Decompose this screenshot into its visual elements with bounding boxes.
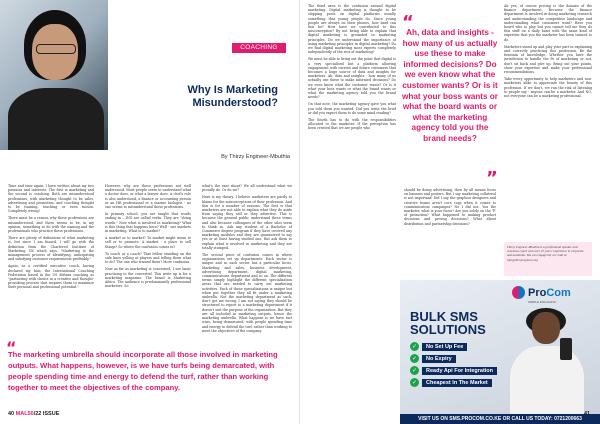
paragraph: However, why are these professions not well understood. Most people seem to understand what a doctor does, or what a lawyer does. A chef's role is also understood, a finance or accounting person or an HR professional or a marine biologist - no one seems to misunderstand these professions.: [105, 184, 191, 210]
pull-quote-right: Ah, data and insights - how many of us actually use these to make informed decisions? Do we even know what the customer wants? Or is it what your boss wants or what the board wants or what the marketing agency told you the brand needs?: [402, 28, 498, 143]
person-head: [532, 312, 560, 344]
section-tag: COACHING: [232, 43, 286, 53]
ad-feature-list: [410, 342, 497, 390]
article-title: Why Is Marketing Misunderstood?: [187, 84, 278, 109]
ad-contact-footer: VISIT US ON SMS.PROCOM.CO.KE OR CALL US TODAY: 0721200663: [400, 414, 600, 424]
list-item: [410, 378, 497, 387]
procom-logo: [528, 287, 571, 299]
left-column-1: [8, 184, 94, 344]
right-column-2: [404, 188, 496, 278]
logo-tagline: SIMPLE ENGAGING: [528, 300, 557, 304]
paragraph: There are plenty of definitions of what marketing is, but since I am biased, I will go with the definition from the Chartered Institute of Marketing UK which says, "Marketing is the management process of identifying, anticipating and satisfying customer requirements profitably.": [8, 236, 94, 262]
left-column-2: [105, 184, 191, 344]
author-bio: Thirzy Engineer-Mbuthia is a professional speaker and executive coach with over 25 years' experience in corporate and academia. You can engage her on: mail at info@thirzyengineer.org: [504, 242, 592, 276]
paragraph: Take every opportunity to help marketers and non-marketers alike to appreciate the beauty of this profession. If we don't, we run the risk of listening to people say - anyone can be a marketer. And NO, not everyone can be a marketing professional.: [504, 77, 592, 99]
page-number-right: 41: [584, 411, 591, 417]
ad-person-image: [504, 308, 590, 424]
check-icon: ✓: [411, 367, 418, 374]
author-body: [8, 88, 104, 150]
logo-com: Com: [546, 287, 571, 299]
paragraph: Now as far as marketing is concerned, I see basic practising to the converted. This write up is for a marketing magazine. The brand is Marketing Africa. The audience is predominantly professional marketers. So: [105, 267, 191, 289]
paragraph: Here is my theory. I believe marketers are partly to blame for the misconceptions of their profession. And this is for a number of reasons. The first is that marketers are not able to explain what they do aside from saying they sell or they advertise. This is because the general public understand these terms and also because colleagues of the other silos seem to think so. Ask any student of a Bachelor of Commerce degree program if they have covered any marketing modules and they are guaranteed to say yes or at least having studied one. But ask them to explain what is involved in marketing and they are totally stumped.: [202, 195, 292, 250]
phone-icon: [560, 338, 572, 360]
open-quote-icon: “: [402, 12, 414, 33]
paragraph: Time and time again, I have written about my two passions and interests. The first is marketing and the second is coaching. Both are misunderstood professions, with marketing thought to be sales, advertising and promotion, and coaching thought to be training, teaching or even tuition. Completely wrong!: [8, 184, 94, 214]
right-column-1: [308, 4, 396, 404]
paragraph: Marketers stand up and play your part in explaining and correctly practicing this profession. Be the fountain of knowledge. Whether you have the jurisdiction to handle the Ps of marketing or not, don't sit back and give up. Bring out your points, show your expertise and make your professional recommendations.: [504, 44, 592, 75]
list-item: [410, 342, 497, 351]
paragraph: Again, as a certified executive coach, having declared my bias, the International Coaching Federation based in the US defines coaching as "partnering with clients in a creative and thought-provoking process that inspires them to maximize their personal and professional potential.": [8, 264, 94, 290]
paragraph: A market or to market? To market might mean to sell or to promote. A market - a place to sell things? So where the confusion comes in?: [105, 236, 191, 249]
author-photo: [0, 0, 108, 150]
paragraph: Ah yes, of course pricing is the domain of the finance department. Because the finance department is involved in doing marketing research and understanding the competitive landscape and understanding what customers want? Have you heard who to play but you cannot tell me they do this stuff on a daily basis with the same kind of expertise that you the marketer has been trained to do.: [504, 4, 592, 42]
list-item: [410, 366, 497, 375]
procom-advert: [400, 280, 600, 424]
check-icon: ✓: [411, 379, 418, 386]
paragraph: should be doing advertising, then by all means focus on banners and posters. But I say marketing collateral is not important! Did I say the graphics designers and creative teams aren't core cogs when it comes to communication campaigns? No I did not. You the marketer, what is your focus? Are you solely on the 'P' of promotion? What happened to making product decisions and pricing decisions? What about distribution and partnership decisions?: [404, 188, 496, 226]
paragraph: The fourth has to do with the responsibilities allocated to the marketer. If the perception has been created that we are people who: [308, 118, 396, 131]
logo-pro: Pro: [528, 287, 547, 299]
left-footer: [8, 411, 59, 417]
issue-suffix: /22 ISSUE: [33, 411, 60, 417]
paragraph: On that note, the marketing agency gave you what you told them you wanted. Did you write the brief or did you expect them to do some mind reading?: [308, 102, 396, 115]
open-quote-icon: “: [6, 338, 17, 357]
check-icon: ✓: [411, 355, 418, 362]
paragraph: The second piece of confusion comes in where organizations set up departments. Each sector is unique and so each sector has a particular focus. Marketing and sales, business development, advertising department, digital marketing, communications department and so on. The different terms simply highlight the different specialization areas that are needed to carry out marketing activities. Each of these specializations is unique but when put together they all fit under a marketing umbrella. Not the marketing department as such, don't get me wrong, I am not saying they should be structured to report to a marketing department if it doesn't suit the purpose of the organization. But they are all included in marketing outputs, hence the marketing umbrella. What happens is we have turf wars, being demarcated, with people spending time and energy to defend the turf, rather than working to meet the objectives of the company.: [202, 253, 292, 333]
ad-headline: [410, 310, 486, 336]
ad-headline-line-1: BULK SMS: [410, 309, 478, 324]
pull-quote-left: The marketing umbrella should incorporate all those involved in marketing outputs. What happens, however, is we have turfs being demarcated, with people spending time and energy to defend the turf, rather than working together to meet the objectives of the company.: [8, 350, 278, 392]
feature-label: No Set Up Fee: [422, 343, 467, 351]
paragraph: There must be a reason why these professions are misunderstood, and there seems to be, in my opinion, something to do with the naming and the professionals who practice these professions.: [8, 216, 94, 234]
close-quote-icon: ”: [486, 168, 498, 189]
feature-label: No Expiry: [422, 355, 456, 363]
paragraph: what's the rant about? We all understand what we proudly do. Or do we?: [202, 184, 292, 193]
person-torso: [510, 346, 584, 424]
check-icon: ✓: [411, 343, 418, 350]
page-number-left: 40: [8, 411, 15, 417]
feature-label: Cheapest In The Market: [422, 379, 492, 387]
paragraph: The third area is the confusion around digital marketing. Digital marketing is thought to be slapping posts on digital platforms usually something that young people do. Since young people are always on their phones, how hard can this be? How have we contributed to this misconception? By not being able to explain that digital marketing is grounded in marketing principles. Do we understand the importance of using marketing principles in digital marketing? Do we find digital marketing most experts completely independently of the rest of marketing?: [308, 4, 396, 55]
paragraph: To coach or a coach? That fellow standing on the side lines yelling at players and telling them what to do? The one who trained them? More confusion.: [105, 251, 191, 265]
paragraph: We must be able to bring out the point that digital is a very specialised but a platform allowing engagement with current and future customers that becomes a huge source of data and insights for marketers. Ah, data and insights - how many of us actually use these to make informed decisions? Do we even know what the customer wants? Or is it what your boss wants or what the brand wants or what the marketing agency told you the brand needs?: [308, 57, 396, 100]
feature-label: Ready Api For Integration: [422, 367, 497, 375]
ad-headline-line-2: SOLUTIONS: [410, 322, 486, 337]
article-byline: By Thirzy Engineer-Mbuthia: [221, 154, 290, 160]
left-column-3: [202, 184, 292, 344]
author-glasses: [36, 44, 76, 54]
issue-brand: MAL50: [15, 411, 34, 417]
right-column-3: [504, 4, 592, 240]
paragraph: In primary school, you are taught that words ending in ...ING are called verbs. They are "doing words." Now what is involved in marketing? What is this thing that happens here? Well - one markets in marketing. What is to market?: [105, 212, 191, 234]
procom-logo-icon: [512, 286, 525, 299]
list-item: [410, 354, 497, 363]
